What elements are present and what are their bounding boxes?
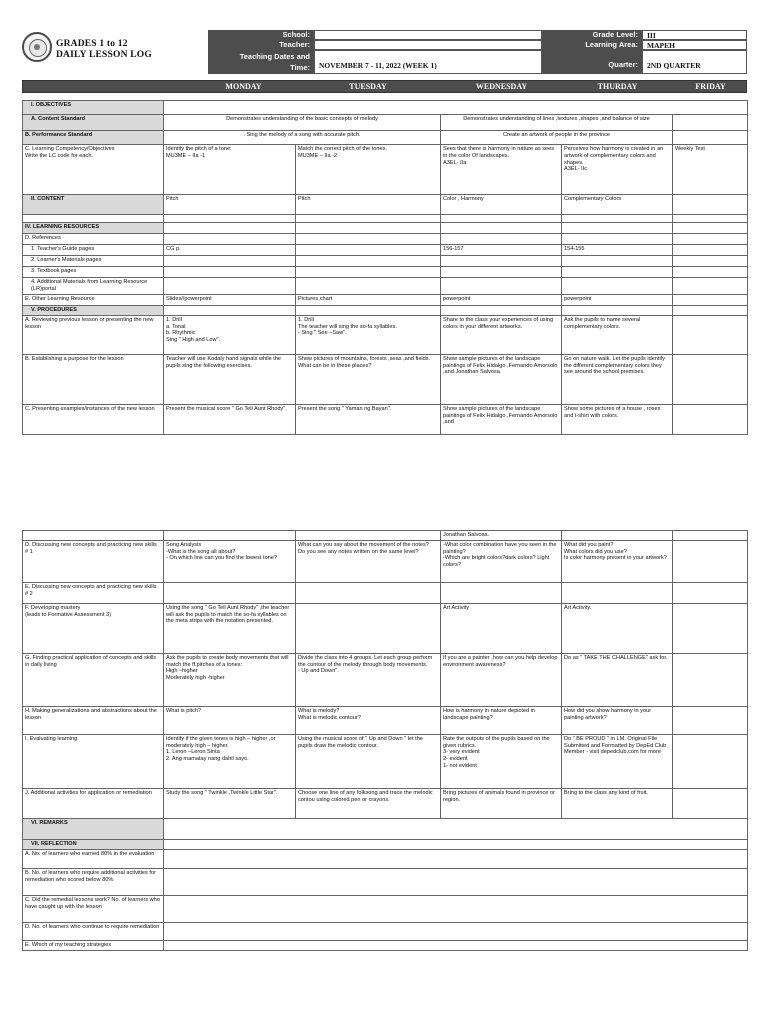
procedure-g-monday: Ask the pupils to create body movements that will match the ff.pitches of a tones: High –higher Moderately high -higher bbox=[164, 653, 296, 706]
reflection-e-field[interactable] bbox=[164, 940, 748, 950]
quarter-label: Quarter: bbox=[542, 50, 642, 74]
procedure-h-wednesday: How is harmony in nature depicted in landscape painting? bbox=[441, 706, 562, 734]
procedure-d-monday: Song Analysis -What is the song all about? - On which line can you find the lowest tone? bbox=[164, 540, 296, 582]
procedure-f-monday: Using the song " Go Tell Aunt Rhody" ,the teacher will ask the pupils to match the so-fa syllables on the meta strips with the notation presented. bbox=[164, 603, 296, 653]
procedure-i-tuesday: Using the musical score of " Up and Down " let the pupils draw the melodic contour. bbox=[296, 734, 441, 788]
procedure-c-tuesday: Present the song " Yaman ng Bayan". bbox=[296, 404, 441, 434]
procedure-b-tuesday: Show pictures of mountains, forests ,seas ,and fields. What can be in these places? bbox=[296, 354, 441, 404]
teacher-field[interactable] bbox=[314, 40, 542, 50]
reflection-c-field[interactable] bbox=[164, 895, 748, 922]
procedure-j-wednesday: Bring pictures of animals found in province or region. bbox=[441, 788, 562, 818]
procedure-d-wednesday: -What color combination have you seen in the painting? -Which are bright colors?dark colors? Light colors? bbox=[441, 540, 562, 582]
competency-friday: Weekly Test bbox=[673, 145, 748, 195]
area-field[interactable]: MAPEH bbox=[642, 40, 747, 50]
day-monday: MONDAY bbox=[225, 82, 262, 91]
content-wednesday: Color , Harmony bbox=[441, 195, 562, 215]
procedure-g-tuesday: Divide the class into 4 groups. Let each group perform the contour of the melody through body movements. - Up and Down". bbox=[296, 653, 441, 706]
brand-line-2: DAILY LESSON LOG bbox=[56, 50, 152, 60]
procedure-h-monday: What is pitch? bbox=[164, 706, 296, 734]
teacher-label: Teacher: bbox=[208, 40, 314, 50]
learners-materials-label: 2. Learner's Materials pages bbox=[23, 256, 164, 267]
procedure-j-monday: Study the song " Twinkle ,Twinkle Little Star". bbox=[164, 788, 296, 818]
procedure-a-thursday: Ask the pupils to name several complementary colors. bbox=[562, 315, 673, 354]
header-info-grid bbox=[208, 30, 747, 74]
content-standard-label: A. Content Standard bbox=[23, 115, 164, 131]
content-standard-arts: Demonstrates understanding of lines ,textures ,shapes ,and balance of size bbox=[441, 115, 673, 131]
content-heading: II. CONTENT bbox=[23, 195, 164, 215]
reflection-heading: VII. REFLECTION bbox=[23, 839, 164, 849]
procedure-a-tuesday: 1. Drill The teacher will sing the so-fa syllables. - Sing " See –Saw". bbox=[296, 315, 441, 354]
procedure-d-label: D. Discussing new concepts and practicing new skills # 1 bbox=[23, 540, 164, 582]
other-resources-thursday: powerpoint bbox=[562, 295, 673, 306]
day-wednesday: WEDNESDAY bbox=[475, 82, 528, 91]
procedure-h-label: H. Making generalizations and abstractions about the lesson bbox=[23, 706, 164, 734]
content-monday: Pitch bbox=[164, 195, 296, 215]
page-gap bbox=[0, 490, 768, 530]
reflection-d-field[interactable] bbox=[164, 922, 748, 940]
dates-label bbox=[208, 50, 314, 74]
other-resources-tuesday: Pictures,chart bbox=[296, 295, 441, 306]
reflection-a-field[interactable] bbox=[164, 849, 748, 868]
header bbox=[22, 30, 747, 74]
procedure-a-monday: 1. Drill a. Tonal b. Rhythmic Sing " High and Low". bbox=[164, 315, 296, 354]
competency-tuesday: Match the correct pitch of the tones. MU3ME – IIa -2 bbox=[296, 145, 441, 195]
procedure-b-wednesday: Show sample pictures of the landscape paintings of Felix Hidalgo ,Fernando Amorsolo ,and Jonathan Salvosa. bbox=[441, 354, 562, 404]
day-friday: FRIDAY bbox=[695, 82, 726, 91]
dates-label-line-2: Time: bbox=[290, 63, 310, 72]
day-header-bar bbox=[22, 80, 747, 93]
procedure-g-wednesday: If you are a painter ,how can you help develop environment awareness? bbox=[441, 653, 562, 706]
procedure-j-tuesday: Choose one line of any folksong and trace the melodic contou using colored pen or crayons. bbox=[296, 788, 441, 818]
procedure-d-thursday: What did you paint? What colors did you use? Is color harmony present in your artwork? bbox=[562, 540, 673, 582]
procedure-a-wednesday: Share to the class your experiences of using colors in your different artworks. bbox=[441, 315, 562, 354]
teachers-guide-thursday: 154-155 bbox=[562, 245, 673, 256]
additional-materials-label: 4. Additional Materials from Learning Resource (LR)portal bbox=[23, 278, 164, 295]
procedure-b-label: B. Establishing a purpose for the lesson bbox=[23, 354, 164, 404]
school-field[interactable] bbox=[314, 30, 542, 40]
reflection-c-label: C. Did the remedial lessons work? No. of learners who have caught up with the lesson bbox=[23, 895, 164, 922]
content-standard-music: Demonstrates understanding of the basic concepts of melody bbox=[164, 115, 441, 131]
procedures-heading: V. PROCEDURES bbox=[23, 306, 164, 316]
procedure-d-tuesday: What can you say about the movement of the notes? Do you see any notes written on the same level? bbox=[296, 540, 441, 582]
lesson-table-page-1 bbox=[22, 100, 748, 435]
other-resources-label: E. Other Learning Resource bbox=[23, 295, 164, 306]
page-two bbox=[0, 530, 768, 1024]
school-label: School: bbox=[208, 30, 314, 40]
deped-seal-logo bbox=[22, 32, 52, 62]
procedure-g-thursday: Do as " TAKE THE CHALLENGE" ask for. bbox=[562, 653, 673, 706]
content-thursday: Complementary Colors bbox=[562, 195, 673, 215]
other-resources-monday: Slides//powerpoint bbox=[164, 295, 296, 306]
procedure-i-monday: Identify if the given tones is high – higher ,or moderately high – higher. 1. Leron –Leron Sinta 2. Ang mamatay nang dahil sayo. bbox=[164, 734, 296, 788]
procedure-i-wednesday: Rate the outputs of the pupils based on the given rubrics. 3- very evident 2- evident 1- not evident bbox=[441, 734, 562, 788]
dates-label-line-1: Teaching Dates and bbox=[239, 52, 310, 61]
competency-monday: Identify the pitch of a tone: MU3ME – IIa -1 bbox=[164, 145, 296, 195]
reflection-a-label: A. No. of learners who earned 80% in the evaluation bbox=[23, 849, 164, 868]
procedure-j-thursday: Bring to the class any kind of fruit. bbox=[562, 788, 673, 818]
teachers-guide-wednesday: 156-157 bbox=[441, 245, 562, 256]
quarter-field[interactable]: 2ND QUARTER bbox=[642, 50, 747, 74]
procedure-b-thursday: Go on nature walk. Let the pupils identify the different complementary colors they see around the school premises. bbox=[562, 354, 673, 404]
content-tuesday: Pitch bbox=[296, 195, 441, 215]
procedure-f-wednesday: Art Activity bbox=[441, 603, 562, 653]
learning-resources-heading: IV. LEARNING RESOURCES bbox=[23, 223, 164, 234]
competency-thursday: Perceives how harmony is created in an artwork of complementary colors and shapes. A3EL- IIc bbox=[562, 145, 673, 195]
day-thursday: THURDAY bbox=[597, 82, 638, 91]
grade-field[interactable]: III bbox=[642, 30, 747, 40]
performance-standard-label: B. Performance Standard bbox=[23, 131, 164, 145]
day-tuesday: TUESDAY bbox=[349, 82, 387, 91]
brand-title bbox=[56, 39, 152, 61]
procedure-i-label: I. Evaluating learning bbox=[23, 734, 164, 788]
lesson-table-page-2 bbox=[22, 530, 748, 951]
remarks-heading: VI. REMARKS bbox=[23, 818, 164, 839]
procedure-f-label: F. Developing mastery (leads to Formative Assessment 3) bbox=[23, 603, 164, 653]
procedure-e-label: E. Discussing new concepts and practicing new skills # 2 bbox=[23, 582, 164, 603]
reflection-d-label: D. No. of learners who continue to require remediation bbox=[23, 922, 164, 940]
references-label: D. References bbox=[23, 234, 164, 245]
remarks-field[interactable] bbox=[164, 818, 748, 839]
procedure-h-tuesday: What is melody? What is melodic contour? bbox=[296, 706, 441, 734]
dates-field[interactable]: NOVEMBER 7 - 11, 2022 (WEEK 1) bbox=[314, 50, 542, 74]
teachers-guide-monday: CG p. bbox=[164, 245, 296, 256]
procedure-c-thursday: Show some pictures of a house , roses and t-shirt with colors. bbox=[562, 404, 673, 434]
performance-standard-arts: Create an artwork of people in the province bbox=[441, 131, 673, 145]
procedure-c-wednesday: Show sample pictures of the landscape paintings of Felix Hidalgo ,Fernando Amorsolo ,and bbox=[441, 404, 562, 434]
reflection-e-label: E. Which of my teaching strategies bbox=[23, 940, 164, 950]
teachers-guide-label: 1. Teacher's Guide pages bbox=[23, 245, 164, 256]
procedure-f-thursday: Art Activity. bbox=[562, 603, 673, 653]
competency-label: C. Learning Competency/Objectives Write the LC code for each. bbox=[23, 145, 164, 195]
procedure-a-label: A. Reviewing previous lesson or presenting the new lesson bbox=[23, 315, 164, 354]
reflection-b-field[interactable] bbox=[164, 868, 748, 895]
procedure-g-label: G. Finding practical application of concepts and skills in daily living bbox=[23, 653, 164, 706]
procedure-h-thursday: How did you show harmony in your painting artwork? bbox=[562, 706, 673, 734]
procedure-c-monday: Present the musical score " Go Tell Aunt Rhody". bbox=[164, 404, 296, 434]
carryover-wednesday: Jonathan Salvosa. bbox=[441, 531, 562, 541]
reflection-b-label: B. No. of learners who require additional activities for remediation who scored below 80% bbox=[23, 868, 164, 895]
procedure-b-monday: Teacher will use Kodaly hand signals while the pupils sing the following exercises. bbox=[164, 354, 296, 404]
objectives-heading: I. OBJECTIVES bbox=[23, 101, 164, 115]
brand-line-1: GRADES 1 to 12 bbox=[56, 39, 128, 49]
textbook-pages-label: 3. Textbook pages bbox=[23, 267, 164, 278]
performance-standard-music: . Sing the melody of a song with accurate pitch. bbox=[164, 131, 441, 145]
procedure-c-label: C. Presenting examples/instances of the new lesson bbox=[23, 404, 164, 434]
other-resources-wednesday: powerpoint bbox=[441, 295, 562, 306]
area-label: Learning Area: bbox=[542, 40, 642, 50]
grade-label: Grade Level: bbox=[542, 30, 642, 40]
procedure-i-thursday: Do " BE PROUD " in LM. Original File Submitted and Formatted by DepEd Club Member - visit depedclub.com for more bbox=[562, 734, 673, 788]
page-one bbox=[0, 0, 768, 490]
procedure-j-label: J. Additional activities for application or remediation bbox=[23, 788, 164, 818]
competency-wednesday: Sees that there is harmony in nature as sees in the color Of landscapes. A3EL- IIa bbox=[441, 145, 562, 195]
